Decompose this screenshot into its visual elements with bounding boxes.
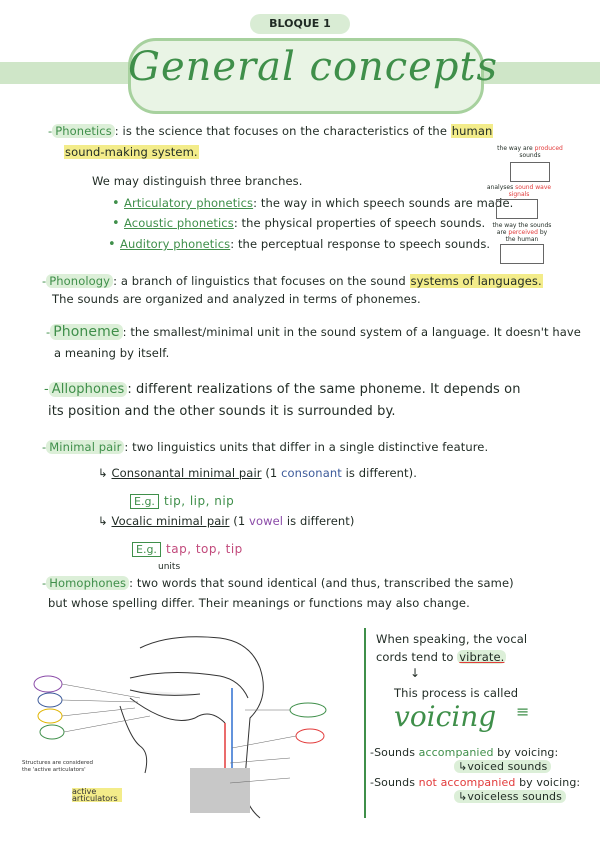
allophones-line: - Allophones : different realizations of the same phoneme. It depends on (44, 382, 521, 397)
voicing-word: voicing (394, 700, 497, 733)
sparkle-icon: ≡ (516, 702, 530, 721)
consonantal-line: ↳ Consonantal minimal pair (1 consonant is different). (98, 466, 418, 480)
vocalic-example: E.g. tap, top, tip (132, 538, 243, 557)
side-note-perceived: the way the sounds are perceived by the human (492, 222, 552, 243)
side-note-signals: analyses sound wave signals (486, 184, 552, 198)
phoneme-line-2: a meaning by itself. (54, 346, 170, 360)
branch-acoustic: • Acoustic phonetics: the physical properties of speech sounds. (112, 216, 486, 231)
minimal-pair-line: - Minimal pair : two linguistics units that differ in a single distinctive feature. (42, 440, 489, 454)
voicing-line-1: When speaking, the vocal (376, 632, 528, 646)
allophones-line-2: its position and the other sounds it is surrounded by. (48, 404, 396, 419)
branch-articulatory: • Articulatory phonetics: the way in which speech sounds are made. (112, 196, 514, 211)
sketch-head-1 (510, 162, 550, 182)
voicing-voiceless: ↳voiceless sounds (454, 790, 566, 803)
phonetics-term: Phonetics (52, 124, 115, 138)
vocalic-line: ↳ Vocalic minimal pair (1 vowel is different) (98, 514, 355, 528)
phonetics-line-2: sound-making system. (65, 145, 198, 159)
voicing-voiced: ↳voiced sounds (454, 760, 551, 773)
voicing-line-2: cords tend to vibrate. (376, 650, 505, 664)
voicing-divider (364, 628, 366, 818)
side-note-produced: the way are produced sounds (497, 145, 563, 159)
diagram-caption: Structures are considered the 'active articulators' active articulators (22, 760, 122, 804)
page-title: General concepts (128, 44, 499, 90)
voicing-arrow: ↓ (410, 666, 421, 680)
phonetics-distinguish: We may distinguish three branches. (92, 174, 303, 188)
homophones-line: - Homophones : two words that sound identical (and thus, transcribed the same) (42, 576, 514, 590)
sketch-head-3 (500, 244, 544, 264)
phonology-line: - Phonology : a branch of linguistics that focuses on the sound systems of languages. (42, 274, 542, 288)
voicing-accompanied: -Sounds accompanied by voicing: (370, 746, 559, 759)
branch-auditory: • Auditory phonetics: the perceptual response to speech sounds. (108, 237, 491, 252)
sketch-head-2 (496, 199, 538, 219)
voicing-line-3: This process is called (394, 686, 519, 700)
homophones-line-2: but whose spelling differ. Their meanings or functions may also change. (48, 596, 470, 610)
bloque-label: BLOQUE 1 (250, 14, 350, 34)
consonantal-example: E.g. tip, lip, nip (130, 490, 234, 509)
homophones-units: units (158, 562, 181, 572)
voicing-not-accompanied: -Sounds not accompanied by voicing: (370, 776, 581, 789)
phonetics-line: - Phonetics : is the science that focuses on the characteristics of the human (48, 124, 493, 138)
phonology-line-2: The sounds are organized and analyzed in terms of phonemes. (52, 292, 421, 306)
phoneme-line: - Phoneme : the smallest/minimal unit in the sound system of a language. It doesn't have (46, 324, 581, 340)
